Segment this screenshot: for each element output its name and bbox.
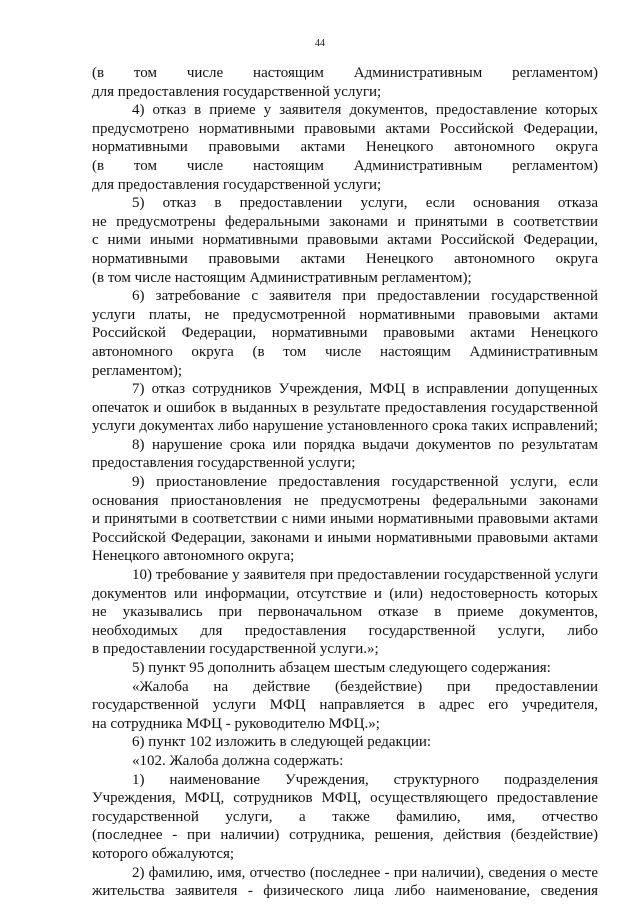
text-line: не указывались при первоначальном отказе в приеме документов, [92,604,598,621]
text-line: основания приостановления не предусмотрены федеральными законами [92,492,598,509]
text-line: в предоставлении государственной услуги.»; [92,641,379,658]
text-line: предоставления государственной услуги; [92,455,356,472]
text-line: 5) отказ в предоставлении услуги, если основания отказа [132,195,598,212]
text-line: 4) отказ в приеме у заявителя документов, предоставление которых [132,102,598,119]
document-body [92,64,598,901]
page-number: 44 [315,38,325,49]
text-line: нормативными правовыми актами Ненецкого автономного округа [92,139,598,156]
text-line: для предоставления государственной услуги; [92,83,382,100]
text-line: жительства заявителя - физического лица либо наименование, сведения [92,883,598,900]
text-line: автономного округа (в том числе настоящим Административным [92,343,598,360]
text-line: (последнее - при наличии) сотрудника, решения, действия (бездействие) [92,827,598,844]
text-line: услуги платы, не предусмотренной нормативными правовыми актами [92,306,598,323]
text-line: нормативными правовыми актами Ненецкого автономного округа [92,250,598,267]
text-line: (в том числе настоящим Административным регламентом); [92,269,472,286]
text-line: 9) приостановление предоставления государственной услуги, если [132,474,598,491]
text-line: опечаток и ошибок в выданных в результате предоставления государственной [92,399,598,416]
text-line: Российской Федерации, законами и иными нормативными правовыми актами [92,529,598,546]
text-line: Учреждения, МФЦ, сотрудников МФЦ, осуществляющего предоставление [92,790,598,807]
text-line: 5) пункт 95 дополнить абзацем шестым следующего содержания: [132,660,551,676]
text-line: необходимых для предоставления государственной услуги, либо [92,622,598,639]
text-line: на сотрудника МФЦ - руководителю МФЦ.»; [92,715,380,732]
text-line: для предоставления государственной услуги; [92,176,382,193]
text-line: государственной услуги, а также фамилию, имя, отчество [92,808,598,825]
text-line: Российской Федерации, нормативными правовыми актами Ненецкого [92,325,598,342]
text-line: (в том числе настоящим Административным регламентом) [92,65,598,81]
text-line: 8) нарушение срока или порядка выдачи документов по результатам [132,436,598,453]
text-line: 10) требование у заявителя при предоставлении государственной услуги [132,567,598,584]
text-line: 6) пункт 102 изложить в следующей редакции: [132,734,432,751]
text-line: Ненецкого автономного округа; [92,548,295,565]
text-line: 7) отказ сотрудников Учреждения, МФЦ в исправлении допущенных [132,381,598,398]
text-line: не предусмотрены федеральными законами и принятыми в соответствии [92,213,598,230]
text-line: (в том числе настоящим Административным регламентом) [92,157,598,174]
text-line: «Жалоба на действие (бездействие) при предоставлении [132,678,598,695]
text-line: услуги документах либо нарушение установленного срока таких исправлений; [92,418,598,435]
text-line: государственной услуги МФЦ направляется в адрес его учредителя, [92,697,598,714]
text-line: и принятыми в соответствии с ними иными нормативными правовыми актами [92,511,598,528]
text-line: которого обжалуются; [92,845,235,862]
text-line: с ними иными нормативными правовыми актами Российской Федерации, [92,232,598,249]
text-line: 6) затребование с заявителя при предоставлении государственной [132,288,598,305]
text-line: «102. Жалоба должна содержать: [132,752,344,769]
text-line: регламентом); [92,362,183,379]
text-line: 2) фамилию, имя, отчество (последнее - при наличии), сведения о месте [132,864,598,881]
text-line: 1) наименование Учреждения, структурного подразделения [132,771,598,788]
text-line: предусмотрено нормативными правовыми актами Российской Федерации, [92,120,598,137]
text-line: документов или информации, отсутствие и (или) недостоверность которых [92,585,598,602]
